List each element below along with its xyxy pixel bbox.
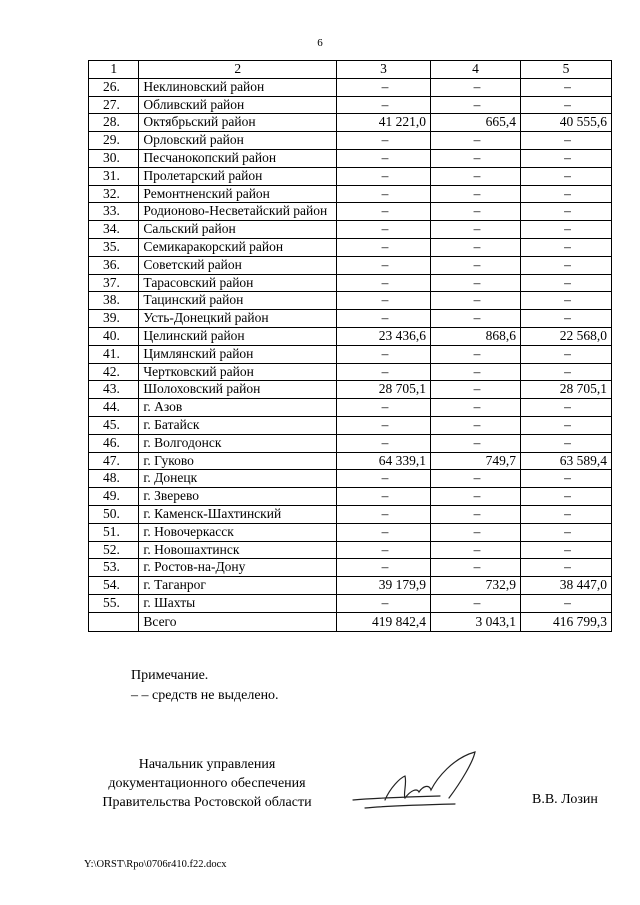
table-row <box>89 310 612 328</box>
table-row <box>89 381 612 399</box>
table-row <box>89 363 612 381</box>
table-cell: – <box>520 167 611 185</box>
table-cell: – <box>430 132 520 150</box>
table-row <box>89 505 612 523</box>
table-cell: г. Таганрог <box>139 577 337 595</box>
table-cell: 34. <box>89 221 139 239</box>
table-cell: Ремонтненский район <box>139 185 337 203</box>
table-cell: 54. <box>89 577 139 595</box>
table-cell: Цимлянский район <box>139 345 337 363</box>
table-cell: г. Ростов-на-Дону <box>139 559 337 577</box>
table-cell: 39. <box>89 310 139 328</box>
table-cell: – <box>337 559 431 577</box>
table-row <box>89 96 612 114</box>
table-cell <box>89 612 139 631</box>
table-cell: – <box>337 541 431 559</box>
table-cell: 28 705,1 <box>520 381 611 399</box>
table-cell: Песчанокопский район <box>139 149 337 167</box>
table-cell: 28 705,1 <box>337 381 431 399</box>
table-row <box>89 78 612 96</box>
table-cell: Неклиновский район <box>139 78 337 96</box>
table-cell: 44. <box>89 399 139 417</box>
table-cell: г. Донецк <box>139 470 337 488</box>
table-cell: 732,9 <box>430 577 520 595</box>
table-cell: – <box>430 221 520 239</box>
table-row <box>89 523 612 541</box>
table-cell: – <box>430 256 520 274</box>
table-cell: – <box>430 541 520 559</box>
table-cell: Всего <box>139 612 337 631</box>
table-cell: Родионово-Несветайский район <box>139 203 337 221</box>
table-cell: Семикаракорский район <box>139 238 337 256</box>
table-cell: – <box>430 310 520 328</box>
table-cell: – <box>337 96 431 114</box>
table-row <box>89 274 612 292</box>
table-cell: 749,7 <box>430 452 520 470</box>
table-cell: – <box>430 434 520 452</box>
signatory-position <box>88 755 326 812</box>
table-cell: г. Азов <box>139 399 337 417</box>
table-header-row <box>89 61 612 79</box>
table-cell: – <box>520 434 611 452</box>
table-cell: 665,4 <box>430 114 520 132</box>
table-cell: 42. <box>89 363 139 381</box>
table-cell: 52. <box>89 541 139 559</box>
table-cell: 45. <box>89 416 139 434</box>
table-cell: 28. <box>89 114 139 132</box>
table-cell: – <box>430 399 520 417</box>
header-cell: 3 <box>337 61 431 79</box>
table-row <box>89 256 612 274</box>
table-cell: 26. <box>89 78 139 96</box>
table-cell: – <box>337 399 431 417</box>
note-text: – – средств не выделено. <box>131 688 279 703</box>
table-row <box>89 185 612 203</box>
table-cell: Октябрьский район <box>139 114 337 132</box>
table-cell: 49. <box>89 488 139 506</box>
table-cell: – <box>520 541 611 559</box>
table-cell: Тацинский район <box>139 292 337 310</box>
table-cell: – <box>430 594 520 612</box>
table-cell: – <box>337 310 431 328</box>
table-cell: – <box>520 132 611 150</box>
table-cell: – <box>337 488 431 506</box>
table-row <box>89 559 612 577</box>
table-cell: – <box>520 274 611 292</box>
note-title: Примечание. <box>131 668 209 683</box>
signatory-line-2: документационного обеспечения <box>108 776 306 791</box>
table-cell: Усть-Донецкий район <box>139 310 337 328</box>
table-cell: г. Батайск <box>139 416 337 434</box>
table-cell: 3 043,1 <box>430 612 520 631</box>
table-cell: – <box>337 132 431 150</box>
file-path: Y:\ORST\Rpo\0706r410.f22.docx <box>84 859 227 870</box>
table-cell: 37. <box>89 274 139 292</box>
table-cell: – <box>337 256 431 274</box>
table-cell: – <box>520 292 611 310</box>
table-cell: 47. <box>89 452 139 470</box>
table-cell: Тарасовский район <box>139 274 337 292</box>
table-cell: – <box>520 256 611 274</box>
table-row <box>89 345 612 363</box>
table-row <box>89 416 612 434</box>
table-cell: – <box>337 203 431 221</box>
table-cell: 50. <box>89 505 139 523</box>
table-cell: 416 799,3 <box>520 612 611 631</box>
table-cell: – <box>337 345 431 363</box>
table-cell: – <box>520 345 611 363</box>
table-cell: 36. <box>89 256 139 274</box>
table-cell: 40. <box>89 327 139 345</box>
page-number: 6 <box>317 37 323 49</box>
table-cell: – <box>337 238 431 256</box>
table-cell: 48. <box>89 470 139 488</box>
table-cell: – <box>520 185 611 203</box>
table-cell: г. Зверево <box>139 488 337 506</box>
table-cell: 27. <box>89 96 139 114</box>
table-cell: – <box>520 78 611 96</box>
table-cell: – <box>337 274 431 292</box>
table-cell: – <box>520 416 611 434</box>
table-row <box>89 399 612 417</box>
header-cell: 2 <box>139 61 337 79</box>
table-cell: 30. <box>89 149 139 167</box>
table-cell: – <box>430 78 520 96</box>
table-cell: – <box>337 167 431 185</box>
table-cell: – <box>337 523 431 541</box>
table-cell: 38. <box>89 292 139 310</box>
table-cell: 38 447,0 <box>520 577 611 595</box>
table-cell: – <box>430 381 520 399</box>
table-cell: – <box>337 505 431 523</box>
table-cell: – <box>337 594 431 612</box>
table-cell: 31. <box>89 167 139 185</box>
header-cell: 4 <box>430 61 520 79</box>
table-cell: – <box>520 149 611 167</box>
table-row <box>89 132 612 150</box>
table-cell: – <box>520 470 611 488</box>
table-cell: Целинский район <box>139 327 337 345</box>
table-cell: 63 589,4 <box>520 452 611 470</box>
table-cell: г. Новошахтинск <box>139 541 337 559</box>
table-cell: 43. <box>89 381 139 399</box>
table-cell: 29. <box>89 132 139 150</box>
table-cell: 419 842,4 <box>337 612 431 631</box>
table-cell: – <box>520 399 611 417</box>
signatory-line-3: Правительства Ростовской области <box>102 795 312 810</box>
table-cell: г. Волгодонск <box>139 434 337 452</box>
table-cell: – <box>520 221 611 239</box>
signer-name: В.В. Лозин <box>532 792 598 807</box>
table-cell: 51. <box>89 523 139 541</box>
table-cell: 35. <box>89 238 139 256</box>
table-cell: г. Шахты <box>139 594 337 612</box>
handwritten-signature <box>345 748 495 818</box>
table-cell: 53. <box>89 559 139 577</box>
table-cell: – <box>337 78 431 96</box>
table-cell: Орловский район <box>139 132 337 150</box>
table-cell: Советский район <box>139 256 337 274</box>
table-cell: Сальский район <box>139 221 337 239</box>
table-cell: – <box>430 203 520 221</box>
table-cell: г. Каменск-Шахтинский <box>139 505 337 523</box>
table-row <box>89 434 612 452</box>
table-cell: – <box>337 434 431 452</box>
table-cell: 41. <box>89 345 139 363</box>
table-cell: – <box>430 292 520 310</box>
table-cell: – <box>430 274 520 292</box>
table-row <box>89 488 612 506</box>
table-row <box>89 221 612 239</box>
table-row <box>89 470 612 488</box>
table-cell: – <box>337 292 431 310</box>
table-cell: – <box>430 523 520 541</box>
table-cell: – <box>430 96 520 114</box>
table-cell: – <box>430 505 520 523</box>
table-cell: – <box>337 363 431 381</box>
header-cell: 5 <box>520 61 611 79</box>
table-cell: – <box>520 505 611 523</box>
table-cell: – <box>337 149 431 167</box>
table-cell: – <box>430 559 520 577</box>
table-cell: Пролетарский район <box>139 167 337 185</box>
table-cell: – <box>430 416 520 434</box>
table-row <box>89 327 612 345</box>
table-row <box>89 238 612 256</box>
table-cell: Обливский район <box>139 96 337 114</box>
table-total-row <box>89 612 612 631</box>
note <box>131 666 279 706</box>
table-cell: – <box>430 149 520 167</box>
table-cell: – <box>430 238 520 256</box>
table-cell: – <box>430 470 520 488</box>
table-cell: 39 179,9 <box>337 577 431 595</box>
table-row <box>89 452 612 470</box>
table-row <box>89 292 612 310</box>
table-cell: – <box>430 488 520 506</box>
signatory-line-1: Начальник управления <box>138 757 276 772</box>
table-row <box>89 114 612 132</box>
table-cell: – <box>520 310 611 328</box>
table-row <box>89 203 612 221</box>
table-cell: – <box>337 470 431 488</box>
allocation-table <box>88 60 612 632</box>
table-cell: Шолоховский район <box>139 381 337 399</box>
table-cell: – <box>520 203 611 221</box>
table-row <box>89 594 612 612</box>
table-cell: – <box>520 96 611 114</box>
table-cell: – <box>430 167 520 185</box>
table-cell: Чертковский район <box>139 363 337 381</box>
table-cell: г. Новочеркасск <box>139 523 337 541</box>
table-cell: – <box>337 221 431 239</box>
table-cell: г. Гуково <box>139 452 337 470</box>
table-cell: – <box>430 345 520 363</box>
table-cell: – <box>337 185 431 203</box>
table-cell: 23 436,6 <box>337 327 431 345</box>
table-cell: – <box>520 238 611 256</box>
table-cell: – <box>520 523 611 541</box>
table-row <box>89 541 612 559</box>
table-row <box>89 577 612 595</box>
table-cell: 64 339,1 <box>337 452 431 470</box>
table-cell: 40 555,6 <box>520 114 611 132</box>
table-cell: – <box>430 363 520 381</box>
table-cell: – <box>337 416 431 434</box>
table-cell: 868,6 <box>430 327 520 345</box>
table-cell: 22 568,0 <box>520 327 611 345</box>
table-row <box>89 149 612 167</box>
table-cell: – <box>520 559 611 577</box>
table-cell: 33. <box>89 203 139 221</box>
table-cell: – <box>430 185 520 203</box>
table-cell: – <box>520 594 611 612</box>
table-cell: 46. <box>89 434 139 452</box>
table-cell: 41 221,0 <box>337 114 431 132</box>
table-cell: 55. <box>89 594 139 612</box>
table-cell: – <box>520 488 611 506</box>
table-cell: – <box>520 363 611 381</box>
table-cell: 32. <box>89 185 139 203</box>
table-row <box>89 167 612 185</box>
header-cell: 1 <box>89 61 139 79</box>
